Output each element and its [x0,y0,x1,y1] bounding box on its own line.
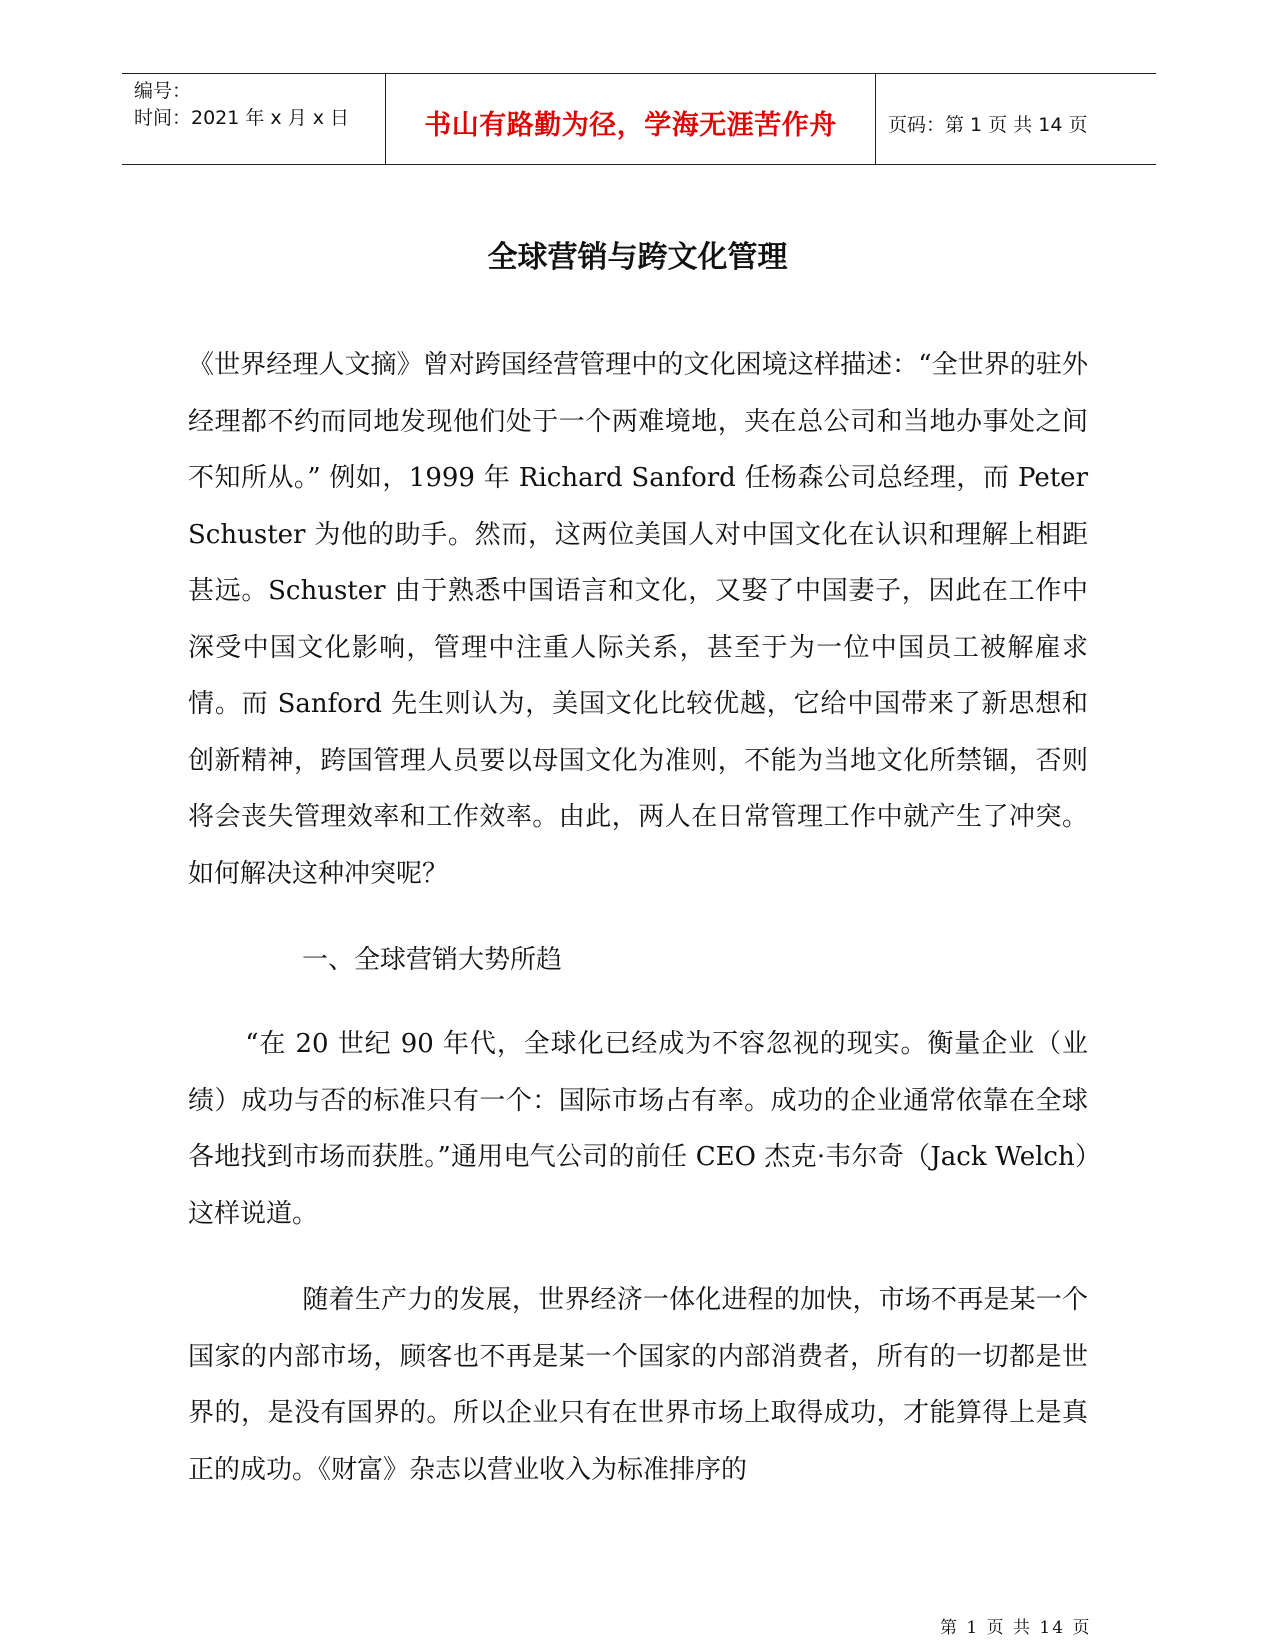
header-meta-cell [122,74,386,164]
body-paragraph: “在 20 世纪 90 年代，全球化已经成为不容忽视的现实。衡量企业（业绩）成功与否的标准只有一个：国际市场占有率。成功的企业通常依靠在全球各地找到市场而获胜。”通用电气公司的前任 CEO 杰克·韦尔奇（Jack Welch）这样说道。 [188,1029,1088,1229]
body-paragraph: 《世界经理人文摘》曾对跨国经营管理中的文化困境这样描述：“全世界的驻外经理都不约而同地发现他们处于一个两难境地，夹在总公司和当地办事处之间不知所从。” 例如，1999 年 Richard Sanford 任杨森公司总经理，而 Peter Schuster 为他的助手。然而，这两位美国人对中国文化在认识和理解上相距甚远。Schuster 由于熟悉中国语言和文化，又娶了中国妻子，因此在工作中深受中国文化影响，管理中注重人际关系，甚至于为一位中国员工被解雇求情。而 Sanford 先生则认为，美国文化比较优越，它给中国带来了新思想和创新精神，跨国管理人员要以母国文化为准则，不能为当地文化所禁锢，否则将会丧失管理效率和工作效率。由此，两人在日常管理工作中就产生了冲突。如何解决这种冲突呢？ [188,350,1088,889]
page-footer: 第 1 页 共 14 页 [940,1618,1092,1638]
document-number-label: 编号： [134,80,192,102]
header-page-info: 页码：第 1 页 共 14 页 [888,113,1088,136]
section-heading: 一、全球营销大势所趋 [302,945,563,975]
header-motto-cell [386,74,876,164]
header-motto: 书山有路勤为径，学海无涯苦作舟 [424,109,837,141]
document-title: 全球营销与跨文化管理 [487,240,788,275]
body-paragraph: 随着生产力的发展，世界经济一体化进程的加快，市场不再是某一个国家的内部市场，顾客也不再是某一个国家的内部消费者，所有的一切都是世界的，是没有国界的。所以企业只有在世界市场上取得成功，才能算得上是真正的成功。《财富》杂志以营业收入为标准排序的 [188,1285,1088,1485]
document-time-label: 时间：2021 年 x 月 x 日 [134,107,350,129]
header-page-cell [876,74,1156,164]
header-table [122,73,1156,165]
